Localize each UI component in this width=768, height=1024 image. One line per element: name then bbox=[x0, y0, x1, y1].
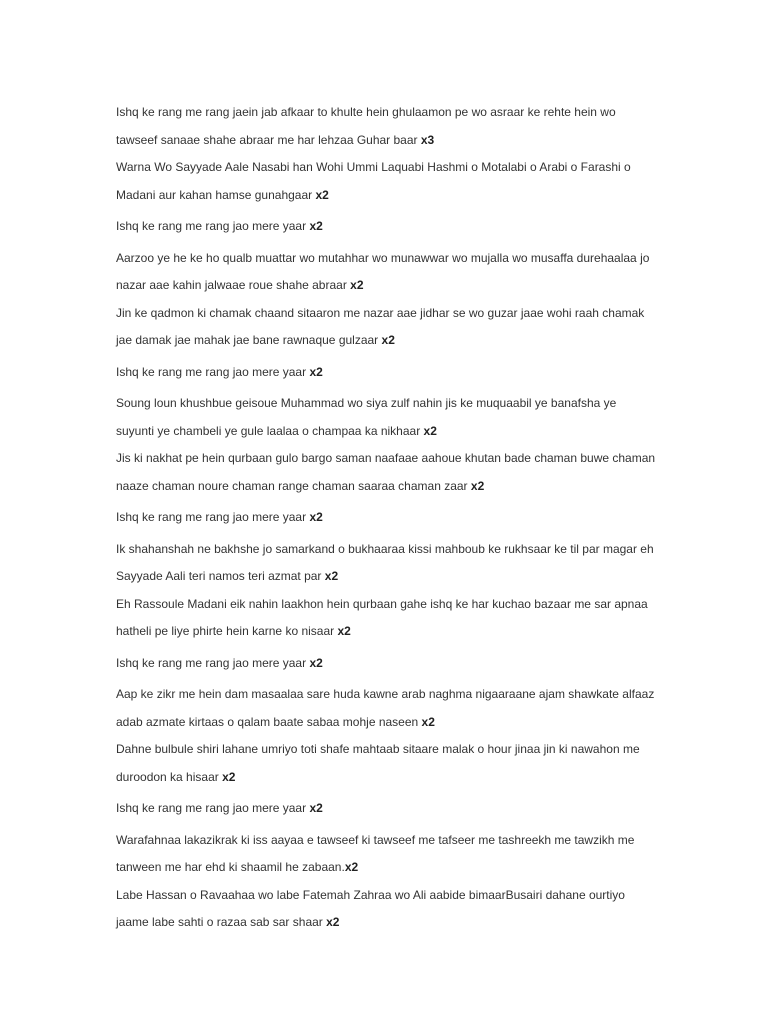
verse-paragraph bbox=[116, 536, 656, 591]
repeat-marker: x2 bbox=[309, 219, 323, 233]
repeat-marker: x2 bbox=[344, 860, 359, 874]
repeat-marker: x2 bbox=[309, 655, 323, 670]
verse-text: Eh Rassoule Madani eik nahin laakhon hein qurbaan gahe ishq ke har kuchao bazaar me sar apnaa hatheli pe liye phirte hein karne ko nisaar bbox=[116, 596, 648, 638]
repeat-marker: x2 bbox=[421, 714, 435, 729]
verse-paragraph bbox=[116, 300, 656, 355]
repeat-marker: x2 bbox=[324, 569, 339, 583]
verse-text: Ishq ke rang me rang jao mere yaar bbox=[116, 655, 310, 670]
repeat-marker: x2 bbox=[470, 478, 485, 493]
verse-text: Ik shahanshah ne bakhshe jo samarkand o bukhaaraa kissi mahboub ke rukhsaar ke til par magar eh Sayyade Aali teri namos teri azmat par bbox=[116, 541, 654, 583]
verse-text: Ishq ke rang me rang jao mere yaar bbox=[116, 219, 310, 233]
verse-text: Dahne bulbule shiri lahane umriyo toti shafe mahtaab sitaare malak o hour jinaa jin ki nawahon me duroodon ka hisaar bbox=[116, 742, 640, 784]
verse-paragraph bbox=[116, 445, 656, 500]
chorus-line bbox=[116, 359, 656, 387]
verse-paragraph bbox=[116, 99, 656, 154]
repeat-marker: x2 bbox=[222, 769, 236, 784]
verse-paragraph bbox=[116, 390, 656, 445]
repeat-marker: x2 bbox=[350, 278, 364, 292]
verse-text: Aap ke zikr me hein dam masaalaa sare huda kawne arab naghma nigaaraane ajam shawkate alfaaz adab azmate kirtaas o qalam baate sabaa mohje naseen bbox=[116, 687, 655, 729]
verse-paragraph bbox=[116, 591, 656, 646]
lyrics-body bbox=[116, 99, 656, 937]
repeat-marker: x2 bbox=[381, 333, 395, 347]
verse-text: Warafahnaa lakazikrak ki iss aayaa e tawseef ki tawseef me tafseer me tashreekh me tawzikh me tanween me har ehd ki shaamil he zabaan. bbox=[116, 832, 635, 874]
verse-paragraph bbox=[116, 245, 656, 300]
verse-text: Aarzoo ye he ke ho qualb muattar wo mutahhar wo munawwar wo mujalla wo musaffa durehaalaa jo nazar aae kahin jalwaae roue shahe abraar bbox=[116, 250, 650, 292]
repeat-marker: x2 bbox=[309, 510, 323, 524]
verse-text: Jis ki nakhat pe hein qurbaan gulo bargo saman naafaae aahoue khutan bade chaman buwe chaman naaze chaman noure chaman range chaman saaraa chaman zaar bbox=[116, 451, 656, 493]
verse-paragraph bbox=[116, 827, 656, 882]
verse-text: Labe Hassan o Ravaahaa wo labe Fatemah Zahraa wo Ali aabide bimaarBusairi dahane ourtiyo jaame labe sahti o razaa sab sar shaar bbox=[116, 887, 625, 929]
verse-paragraph bbox=[116, 154, 656, 209]
verse-text: Ishq ke rang me rang jao mere yaar bbox=[116, 510, 310, 524]
repeat-marker: x2 bbox=[315, 187, 329, 202]
verse-text: Ishq ke rang me rang jaein jab afkaar to khulte hein ghulaamon pe wo asraar ke rehte hein wo tawseef sanaae shahe abraar me har lehzaa Guhar baar bbox=[116, 105, 616, 147]
repeat-marker: x3 bbox=[420, 132, 435, 147]
verse-text: Ishq ke rang me rang jao mere yaar bbox=[116, 364, 310, 379]
verse-text: Jin ke qadmon ki chamak chaand sitaaron me nazar aae jidhar se wo guzar jaae wohi raah chamak jae damak jae mahak jae bane rawnaque gulzaar bbox=[116, 305, 645, 347]
repeat-marker: x2 bbox=[309, 801, 323, 815]
verse-paragraph bbox=[116, 736, 656, 791]
verse-text: Soung loun khushbue geisoue Muhammad wo siya zulf nahin jis ke muquaabil ye banafsha ye suyunti ye chambeli ye gule laalaa o champaa ka nikhaar bbox=[116, 396, 617, 438]
repeat-marker: x2 bbox=[423, 423, 437, 438]
chorus-line bbox=[116, 650, 656, 678]
chorus-line bbox=[116, 213, 656, 241]
chorus-line bbox=[116, 795, 656, 823]
chorus-line bbox=[116, 504, 656, 532]
verse-text: Ishq ke rang me rang jao mere yaar bbox=[116, 801, 310, 815]
repeat-marker: x2 bbox=[326, 915, 340, 929]
verse-text: Warna Wo Sayyade Aale Nasabi han Wohi Ummi Laquabi Hashmi o Motalabi o Arabi o Farashi o Madani aur kahan hamse gunahgaar bbox=[116, 160, 631, 202]
repeat-marker: x2 bbox=[309, 364, 323, 379]
verse-paragraph bbox=[116, 681, 656, 736]
verse-paragraph bbox=[116, 882, 656, 937]
repeat-marker: x2 bbox=[337, 624, 351, 638]
